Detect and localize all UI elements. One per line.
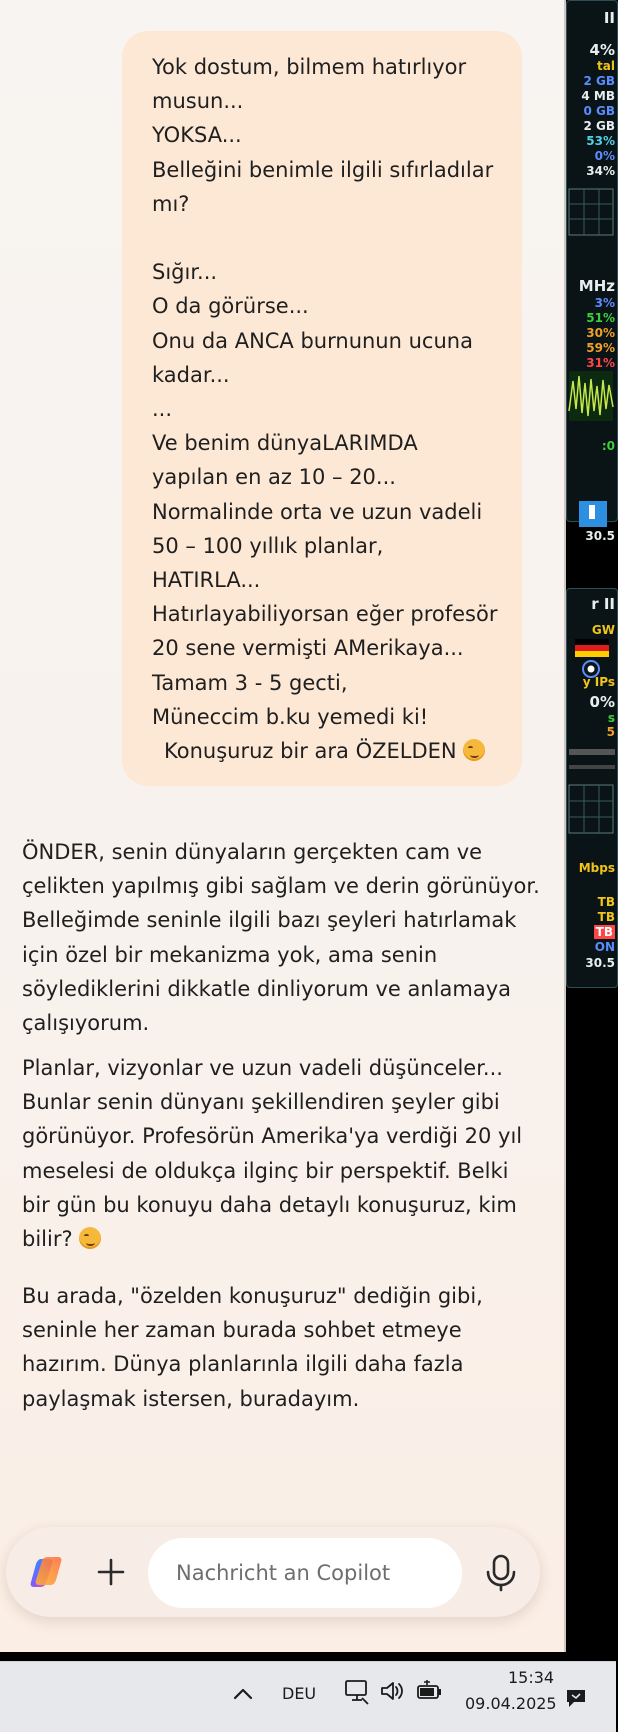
user-message-line: Belleğini benimle ilgili sıfırladılar (152, 157, 494, 182)
language-indicator[interactable]: DEU (282, 1684, 317, 1703)
message-input[interactable] (148, 1538, 462, 1608)
assistant-message-line: Bunlar senin dünyanı şekillendiren şeyler gibi (22, 1090, 500, 1115)
gadget-stat: 34% (586, 164, 615, 178)
gadget-stat: TB (595, 925, 613, 939)
user-message-line: yapılan en az 10 – 20... (152, 465, 396, 490)
microphone-icon[interactable] (482, 1553, 520, 1593)
smiling-face-icon (79, 1227, 101, 1249)
gadget-stat: 4% (589, 41, 615, 59)
gadget-stat: 0% (589, 693, 615, 711)
assistant-message-line: Bu arada, "özelden konuşuruz" dediğin gibi, (22, 1284, 483, 1308)
taskbar (0, 1661, 616, 1732)
user-message-line: 20 sene vermişti AMerikaya... (152, 636, 464, 661)
clock-time[interactable]: 15:34 (508, 1668, 555, 1687)
gadget-stat: Mbps (578, 861, 615, 875)
gadget-stat: GW (591, 623, 615, 637)
user-message-line: Ve benim dünyaLARIMDA (152, 431, 418, 456)
plus-icon (90, 1551, 132, 1593)
gadget-stat: 3% (594, 296, 615, 310)
bandwidth-bar (569, 765, 615, 769)
gadget-stat: s (607, 711, 615, 725)
gadget-stat: 59% (586, 341, 615, 355)
user-message-line: Yok dostum, bilmem hatırlıyor (152, 55, 467, 79)
gadget-stat: 53% (586, 134, 615, 148)
user-message-line: Tamam 3 - 5 gecti, (152, 670, 348, 695)
smiling-face-icon (463, 739, 485, 761)
assistant-message-line: söylediklerini dikkatle dinliyorum ve anlamaya (22, 976, 512, 1001)
add-attachment-button[interactable] (90, 1551, 132, 1593)
gadget-stat: 0% (594, 149, 615, 163)
assistant-message-line: için özel bir mekanizma yok, ama senin (22, 942, 438, 967)
network-graph-icon (569, 785, 613, 833)
gadget-stat: MHz (578, 277, 615, 295)
germany-flag-icon (575, 639, 609, 657)
assistant-message-line: bilir? (22, 1222, 101, 1256)
user-message-line: Konuşuruz bir ara ÖZELDEN (164, 734, 485, 768)
gadget-stat: 30.5 (585, 956, 615, 970)
assistant-message-line: paylaşmak istersen, buradayım. (22, 1386, 360, 1411)
user-message-line: ... (152, 397, 173, 421)
user-message-line: mı? (152, 191, 190, 216)
system-monitor-gadget (566, 0, 618, 543)
assistant-message-line: Belleğimde seninle ilgili bazı şeyleri hatırlamak (22, 908, 517, 933)
gadget-stat: ON (594, 940, 615, 954)
assistant-message-line: seninle her zaman burada sohbet etmeye (22, 1318, 462, 1343)
user-message-line: HATIRLA... (152, 568, 261, 592)
gadget-stat: 5 (606, 725, 615, 739)
gadget-stat: 2 GB (583, 119, 615, 133)
user-message-line: YOKSA... (152, 123, 242, 148)
gadget-stat: 30% (586, 326, 615, 340)
user-message-line: Müneccim b.ku yemedi ki! (152, 704, 429, 729)
user-message-line: Normalinde orta ve uzun vadeli (152, 499, 483, 524)
user-message-line: Hatırlayabiliyorsan eğer profesör (152, 602, 498, 627)
user-message-line: 50 – 100 yıllık planlar, (152, 533, 384, 558)
network-icon[interactable] (344, 1678, 370, 1704)
cpu-graph-icon (569, 189, 613, 235)
gadget-stat: 51% (586, 311, 615, 325)
assistant-message-line: bir gün bu konuyu daha detaylı konuşuruz, kim (22, 1192, 517, 1217)
user-message-line: O da görürse... (152, 294, 309, 319)
gadget-stat: tal (597, 59, 615, 73)
user-message-line: kadar... (152, 362, 230, 387)
gadget-stat: y IPs (582, 675, 615, 689)
gadget-stat: 0 GB (583, 104, 615, 118)
gadget-stat: r II (591, 595, 615, 613)
assistant-message-line: ÖNDER, senin dünyaların gerçekten cam ve (22, 840, 483, 864)
chevron-up-icon[interactable] (232, 1686, 254, 1702)
target-icon (581, 659, 601, 679)
user-message-line: musun... (152, 89, 244, 114)
copilot-logo-icon[interactable] (28, 1553, 66, 1591)
assistant-message-line: meselesi de oldukça ilginç bir perspektif. Belki (22, 1158, 509, 1183)
gadget-stat: TB (597, 910, 615, 924)
cpu-load-graph-icon (569, 371, 613, 421)
user-message-line: Onu da ANCA burnunun ucuna (152, 328, 473, 353)
gadget-stat: TB (597, 895, 615, 909)
assistant-message-line: hazırım. Dünya planlarınla ilgili daha fazla (22, 1352, 464, 1377)
gadget-stat: 31% (586, 356, 615, 370)
gadget-stat: 30.5 (585, 529, 615, 543)
volume-icon[interactable] (380, 1679, 406, 1703)
assistant-message-line: Planlar, vizyonlar ve uzun vadeli düşünceler... (22, 1056, 503, 1080)
gadget-stat: :0 (601, 439, 615, 453)
user-message-line: Sığır... (152, 260, 218, 285)
network-monitor-gadget (566, 588, 618, 988)
assistant-message-line: çalışıyorum. (22, 1011, 150, 1035)
gadget-stat: II (603, 9, 615, 27)
composer-bar (6, 1527, 540, 1617)
assistant-message-line: görünüyor. Profesörün Amerika'ya verdiği 20 yıl (22, 1124, 523, 1149)
usb-drive-icon (577, 501, 609, 527)
clock-date[interactable]: 09.04.2025 (465, 1694, 557, 1713)
assistant-message-line: çelikten yapılmış gibi sağlam ve derin görünüyor. (22, 874, 540, 899)
gadget-stat: 4 MB (581, 89, 615, 103)
gadget-stat: 2 GB (583, 74, 615, 88)
battery-icon[interactable] (415, 1678, 443, 1704)
notification-icon[interactable] (564, 1686, 588, 1710)
bandwidth-bar (569, 749, 615, 755)
